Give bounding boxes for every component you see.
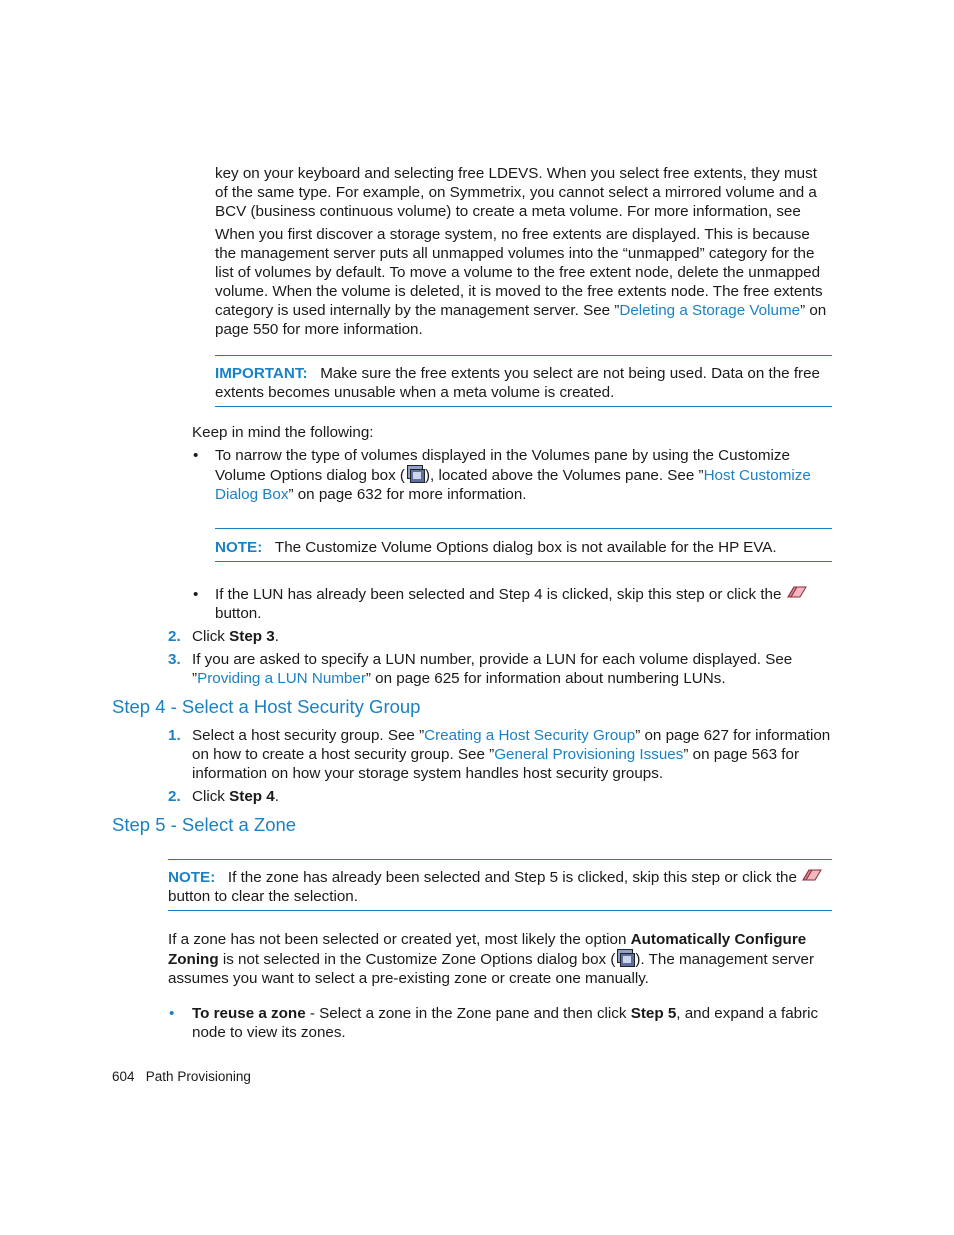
step-text: If you are asked to specify a LUN number, provide a LUN for each volume displayed. See ” (192, 651, 793, 687)
step-text-end: ” on page 625 for information about numbering LUNs. (365, 670, 726, 687)
step-click-step4 (192, 787, 279, 806)
important-note (215, 364, 830, 402)
bullet2-text-end: button. (215, 605, 262, 622)
step-text-end: . (274, 628, 279, 645)
zone-text: If a zone has not been selected or created yet, most likely the option (168, 931, 631, 948)
reuse-zone-bold: To reuse a zone (192, 1005, 306, 1022)
note2-text-end: button to clear the selection. (168, 888, 358, 905)
step-text-end: ” on page 563 for information on how your storage system handles host security groups. (192, 746, 800, 782)
note2-text: If the zone has already been selected and Step 5 is clicked, skip this step or click the (227, 869, 797, 886)
step-lun-number (192, 650, 817, 688)
step3-bold: Step 3 (229, 628, 275, 645)
providing-lun-number-link[interactable]: Providing a LUN Number (197, 670, 366, 687)
step-text: Click (192, 788, 230, 805)
eraser-clear-icon[interactable] (801, 868, 823, 882)
section-heading-step5: Step 5 - Select a Zone (112, 814, 297, 835)
bullet2-text: If the LUN has already been selected and Step 4 is clicked, skip this step or click the (215, 586, 782, 603)
step-number: 3. (168, 651, 181, 668)
step-number: 2. (168, 788, 181, 805)
zone-paragraph (168, 930, 818, 988)
bullet-lun-selected (215, 585, 830, 623)
eraser-clear-icon[interactable] (786, 585, 808, 599)
note1 (215, 538, 830, 557)
zone-text-mid: is not selected in the Customize Zone Options dialog box ( (218, 951, 616, 968)
bullet-marker: • (193, 586, 199, 603)
note1-bottom-rule (215, 561, 832, 562)
step5-bold: Step 5 (630, 1005, 677, 1022)
bullet-marker: • (193, 447, 199, 464)
bullet1-text-end: ” on page 632 for more information. (288, 486, 527, 503)
bullet1-text: To narrow the type of volumes displayed in the Volumes pane by using the Customize Volume Options dialog box ( (215, 447, 790, 484)
note1-text: The Customize Volume Options dialog box is not available for the HP EVA. (274, 539, 777, 556)
note2 (168, 868, 828, 906)
auto-configure-zoning-bold: Automatically Configure Zoning (168, 931, 807, 968)
page-number: 604 (112, 1069, 135, 1084)
unmapped-text: When you first discover a storage system, no free extents are displayed. This is because the management server puts all unmapped volumes into the “unmapped” category for the list of volumes by default. To move a volume to the free extent node, delete the unmapped volume. When the volume is deleted, it is moved to the free extents node. The free extents category is used internally by the management server. See ” (215, 226, 823, 319)
keep-in-mind-text: Keep in mind the following: (192, 424, 374, 441)
note1-label: NOTE: (215, 539, 263, 556)
note2-top-rule (168, 859, 832, 860)
step-click-step3 (192, 627, 279, 646)
important-label: IMPORTANT: (215, 365, 308, 382)
reuse-text: - Select a zone in the Zone pane and then click (305, 1005, 631, 1022)
customize-dialog-icon[interactable] (406, 465, 424, 482)
step-number: 2. (168, 628, 181, 645)
intro-paragraph: key on your keyboard and selecting free LDEVS. When you select free extents, they must of the same type. For example, on Symmetrix, you cannot select a mirrored volume and a BCV (business continuous volume) to create a meta volume. For more information, see (215, 165, 817, 220)
section-heading-step4: Step 4 - Select a Host Security Group (112, 696, 421, 717)
bullet-marker: • (169, 1005, 175, 1022)
important-top-rule (215, 355, 832, 356)
bullet-customize-volume (215, 446, 830, 504)
important-text: Make sure the free extents you select are not being used. Data on the free extents becomes unusable when a meta volume is created. (215, 365, 821, 401)
bullet-reuse-zone (192, 1004, 822, 1042)
step-text: Select a host security group. See ” (192, 727, 425, 744)
deleting-storage-volume-link[interactable]: Deleting a Storage Volume (619, 302, 801, 319)
step-select-host-security-group (192, 726, 832, 783)
page-footer (112, 1068, 251, 1085)
general-provisioning-issues-link[interactable]: General Provisioning Issues (494, 746, 684, 763)
important-bottom-rule (215, 406, 832, 407)
note2-label: NOTE: (168, 869, 216, 886)
note2-bottom-rule (168, 910, 832, 911)
customize-dialog-icon[interactable] (616, 949, 634, 966)
host-customize-dialog-link[interactable]: Host Customize Dialog Box (215, 467, 811, 503)
step4-bold: Step 4 (229, 788, 275, 805)
step-text-end: . (274, 788, 279, 805)
unmapped-paragraph (215, 225, 830, 339)
note1-top-rule (215, 528, 832, 529)
step-text-mid: ” on page 627 for information on how to create a host security group. See ” (192, 727, 831, 763)
bullet1-text-mid: ), located above the Volumes pane. See ” (424, 467, 704, 484)
unmapped-text-end: ” on page 550 for more information. (215, 302, 827, 338)
step-text: Click (192, 628, 230, 645)
step-number: 1. (168, 727, 181, 744)
reuse-text-end: , and expand a fabric node to view its zones. (192, 1005, 819, 1041)
footer-section: Path Provisioning (145, 1069, 251, 1084)
zone-text-end: ). The management server assumes you want to select a pre-existing zone or create one manually. (168, 951, 815, 987)
creating-host-security-group-link[interactable]: Creating a Host Security Group (424, 727, 636, 744)
